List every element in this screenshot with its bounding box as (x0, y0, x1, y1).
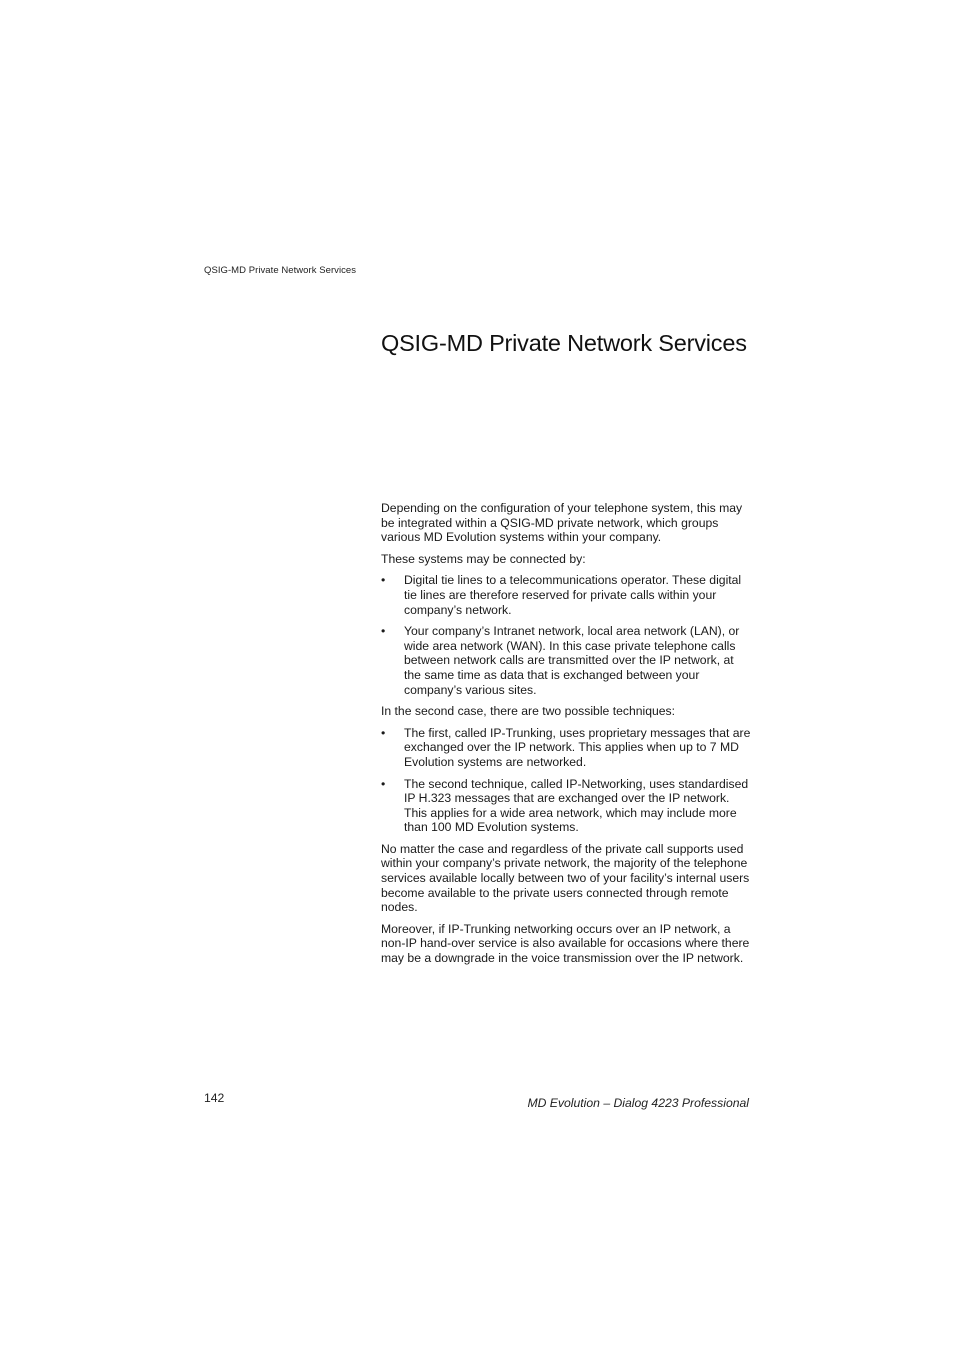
list-item-text: The second technique, called IP-Networking, uses standardised IP H.323 messages that are exchanged over the IP network. This applies for a wide area network, which may include more than 100 MD Evolution systems. (404, 776, 749, 835)
page-number: 142 (204, 1091, 225, 1105)
running-header: QSIG-MD Private Network Services (204, 265, 357, 276)
list-item (381, 726, 753, 770)
list-item (381, 777, 753, 835)
bullet: • (381, 776, 386, 791)
bullet: • (381, 725, 386, 740)
list-item-text: Digital tie lines to a telecommunications operator. These digital tie lines are therefore reserved for private calls within your company’s network. (404, 573, 742, 617)
intro-paragraph: Depending on the configuration of your telephone system, this may be integrated within a QSIG-MD private network, which groups various MD Evolution systems within your company. (381, 501, 743, 545)
list-item (381, 624, 753, 697)
connected-by-paragraph: These systems may be connected by: (381, 551, 586, 566)
techniques-list (381, 726, 753, 835)
moreover-paragraph: Moreover, if IP-Trunking networking occurs over an IP network, a non-IP hand-over service is also available for occasions where there may be a downgrade in the voice transmission over the IP network. (381, 921, 750, 966)
list-item (381, 573, 753, 617)
connection-types-list (381, 573, 753, 697)
list-item-text: Your company’s Intranet network, local area network (LAN), or wide area network (WAN). In this case private telephone calls between network calls are transmitted over the IP network, at the same time as data that is exchanged between your company’s various sites. (404, 624, 740, 697)
bullet: • (381, 624, 386, 639)
footer-document-title: MD Evolution – Dialog 4223 Professional (527, 1096, 749, 1110)
chapter-title: QSIG-MD Private Network Services (381, 330, 747, 356)
list-item-text: The first, called IP-Trunking, uses proprietary messages that are exchanged over the IP network. This applies when up to 7 MD Evolution systems are networked. (404, 725, 751, 769)
body-text (381, 501, 753, 973)
second-case-paragraph: In the second case, there are two possible techniques: (381, 704, 676, 719)
bullet: • (381, 573, 386, 588)
no-matter-paragraph: No matter the case and regardless of the private call supports used within your company’s private network, the majority of the telephone services available locally between two of your facility’s internal users become available to the private users connected through remote nodes. (381, 841, 750, 915)
